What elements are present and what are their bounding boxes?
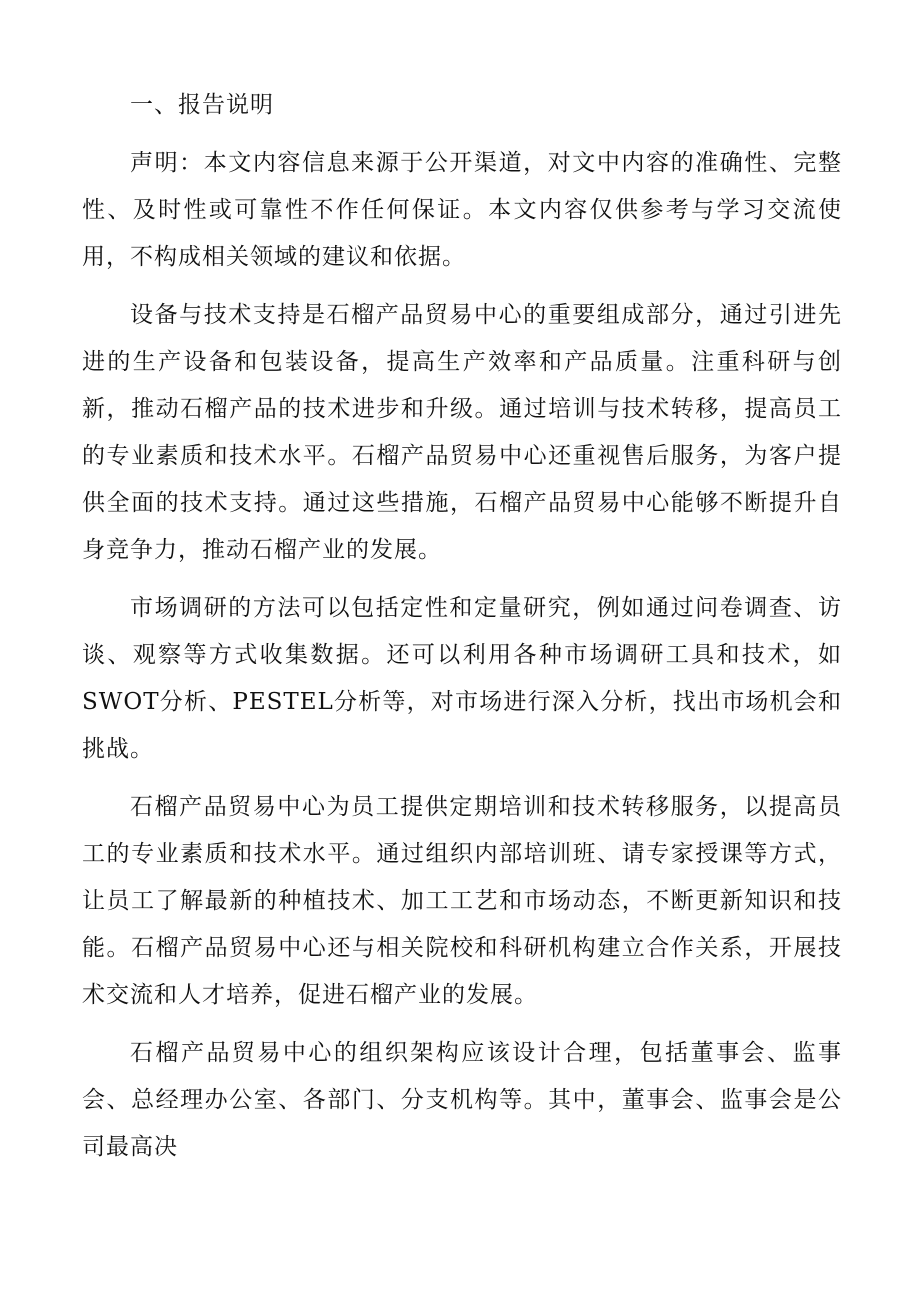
document-body [82, 82, 842, 1182]
section-heading: 一、报告说明 [130, 92, 274, 118]
org-structure-paragraph: 石榴产品贸易中心的组织架构应该设计合理，包括董事会、监事会、总经理办公室、各部门、分支机构等。其中，董事会、监事会是公司最高决 [82, 1040, 842, 1160]
market-research-paragraph: 市场调研的方法可以包括定性和定量研究，例如通过问卷调查、访谈、观察等方式收集数据。还可以利用各种市场调研工具和技术，如SWOT分析、PESTEL分析等，对市场进行深入分析，找出市场机会和挑战。 [82, 595, 842, 762]
staff-training-paragraph: 石榴产品贸易中心为员工提供定期培训和技术转移服务，以提高员工的专业素质和技术水平。通过组织内部培训班、请专家授课等方式，让员工了解最新的种植技术、加工工艺和市场动态，不断更新知识和技能。石榴产品贸易中心还与相关院校和科研机构建立合作关系，开展技术交流和人才培养，促进石榴产业的发展。 [82, 794, 842, 1008]
disclaimer-paragraph: 声明：本文内容信息来源于公开渠道，对文中内容的准确性、完整性、及时性或可靠性不作任何保证。本文内容仅供参考与学习交流使用，不构成相关领域的建议和依据。 [82, 150, 842, 270]
equipment-tech-paragraph: 设备与技术支持是石榴产品贸易中心的重要组成部分，通过引进先进的生产设备和包装设备，提高生产效率和产品质量。注重科研与创新，推动石榴产品的技术进步和升级。通过培训与技术转移，提高员工的专业素质和技术水平。石榴产品贸易中心还重视售后服务，为客户提供全面的技术支持。通过这些措施，石榴产品贸易中心能够不断提升自身竞争力，推动石榴产业的发展。 [82, 302, 842, 563]
